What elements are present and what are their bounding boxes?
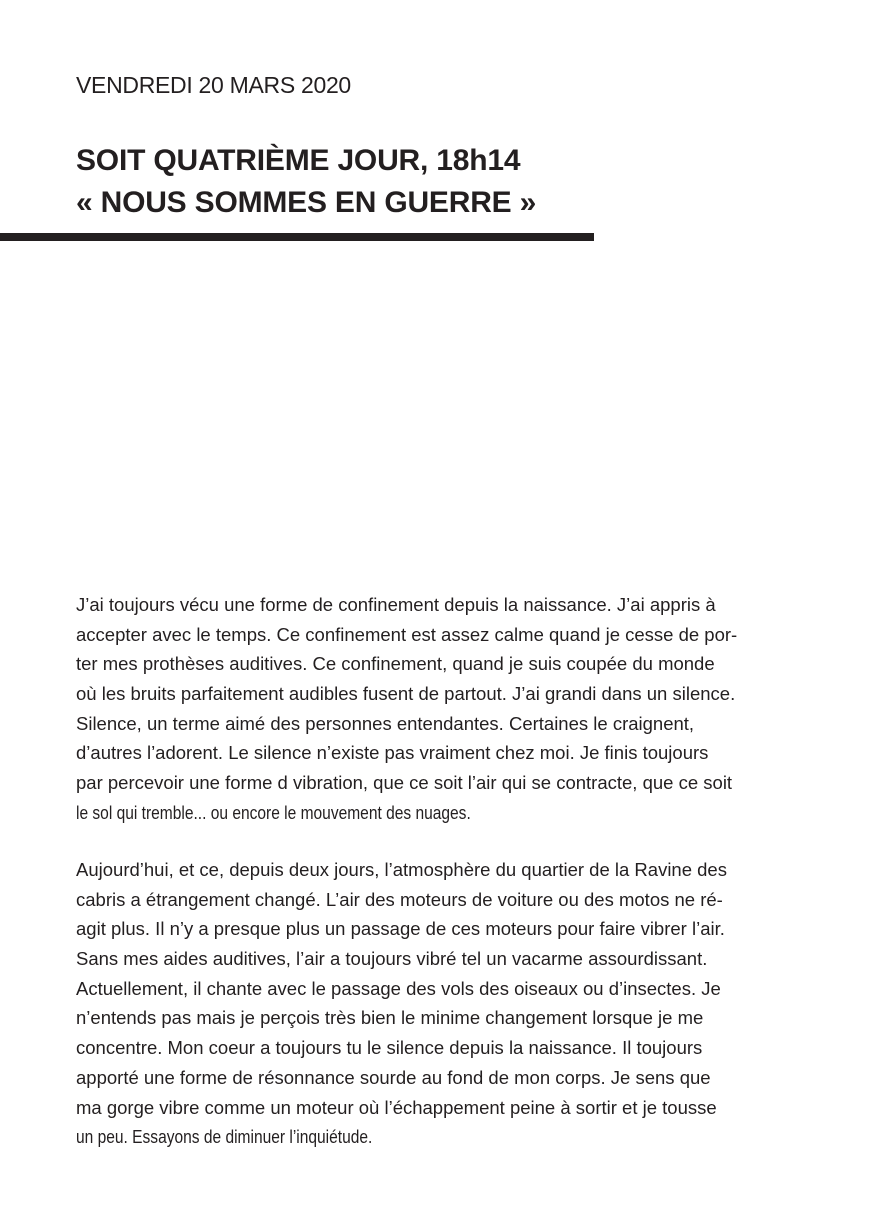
line-text: Aujourd’hui, et ce, depuis deux jours, l’atmosphère du quartier de la Ravine des (76, 859, 727, 880)
entry-title-line-1: SOIT QUATRIÈME JOUR, 18h14 (76, 144, 521, 177)
line-text: Actuellement, il chante avec le passage des vols des oiseaux ou d’insectes. Je (76, 977, 721, 999)
line-text: accepter avec le temps. Ce confinement est assez calme quand je cesse de por- (76, 623, 738, 645)
entry-date: VENDREDI 20 MARS 2020 (76, 72, 351, 98)
line-text: où les bruits parfaitement audibles fusent de partout. J’ai grandi dans un silence. (76, 683, 736, 705)
text-line (76, 649, 811, 679)
line-text: Silence, un terme aimé des personnes entendantes. Certaines le craignent, (76, 712, 695, 734)
text-line (76, 798, 811, 828)
line-text: ma gorge vibre comme un moteur où l’échappement peine à sortir et je tousse (76, 1096, 717, 1118)
text-line (76, 914, 811, 944)
line-text: apporté une forme de résonnance sourde au fond de mon corps. Je sens que (76, 1066, 711, 1088)
text-line (76, 1093, 811, 1123)
line-text: concentre. Mon coeur a toujours tu le silence depuis la naissance. Il toujours (76, 1037, 703, 1059)
text-line (76, 679, 811, 709)
text-line (76, 885, 811, 915)
line-text: n’entends pas mais je perçois très bien le minime changement lorsque je me (76, 1007, 704, 1029)
line-text: ter mes prothèses auditives. Ce confinement, quand je suis coupée du monde (76, 653, 715, 675)
line-text: Sans mes aides auditives, l’air a toujours vibré tel un vacarme assourdissant. (76, 948, 708, 970)
text-line (76, 855, 811, 885)
text-line (76, 1003, 811, 1033)
text-line (76, 590, 811, 620)
entry-title-line-2: « NOUS SOMMES EN GUERRE » (76, 186, 537, 219)
text-line (76, 1122, 811, 1152)
line-text: le sol qui tremble... ou encore le mouvement des nuages. (76, 801, 471, 823)
line-text: un peu. Essayons de diminuer l’inquiétude. (76, 1126, 373, 1148)
text-line (76, 1033, 811, 1063)
line-text: d’autres l’adorent. Le silence n’existe pas vraiment chez moi. Je finis toujours (76, 742, 709, 764)
line-text: par percevoir une forme d vibration, que ce soit l’air qui se contracte, que ce soit (76, 772, 733, 794)
text-line (76, 738, 811, 768)
text-line (76, 974, 811, 1004)
text-line (76, 768, 811, 798)
paragraph-1 (76, 590, 811, 828)
text-line (76, 620, 811, 650)
line-text: agit plus. Il n’y a presque plus un passage de ces moteurs pour faire vibrer l’air. (76, 918, 725, 940)
line-text: J’ai toujours vécu une forme de confinement depuis la naissance. J’ai appris à (76, 594, 716, 615)
line-text: cabris a étrangement changé. L’air des moteurs de voiture ou des motos ne ré- (76, 888, 723, 910)
text-line (76, 944, 811, 974)
text-line (76, 709, 811, 739)
title-underline-rule (0, 233, 594, 241)
text-line (76, 1063, 811, 1093)
paragraph-2 (76, 855, 811, 1152)
